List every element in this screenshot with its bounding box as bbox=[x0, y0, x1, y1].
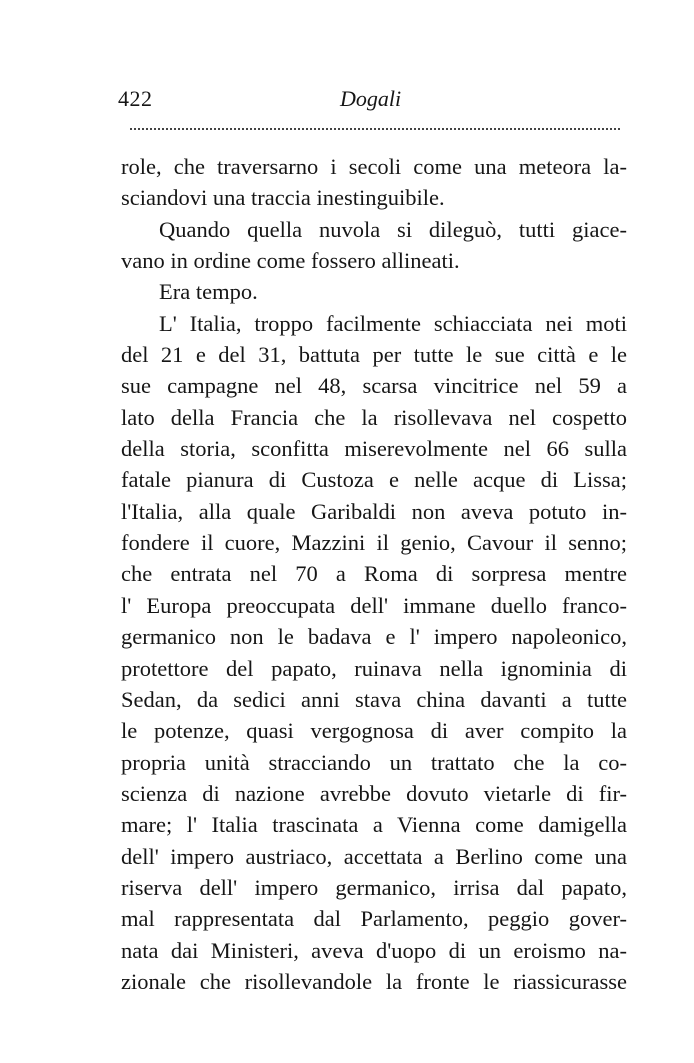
text-line: Quando quella nuvola si dileguò, tutti giace- bbox=[159, 216, 627, 242]
body-text bbox=[121, 151, 627, 997]
text-line: del 21 e del 31, battuta per tutte le sue città e le bbox=[121, 342, 627, 368]
text-line: Sedan, da sedici anni stava china davanti a tutte bbox=[121, 686, 627, 712]
text-line: Era tempo. bbox=[159, 279, 258, 305]
text-line: dell' impero austriaco, accettata a Berlino come una bbox=[121, 843, 627, 869]
text-line: nata dai Ministeri, aveva d'uopo di un eroismo na- bbox=[121, 937, 627, 963]
text-line: sue campagne nel 48, scarsa vincitrice nel 59 a bbox=[121, 373, 627, 399]
page-header bbox=[118, 84, 624, 118]
text-line: L' Italia, troppo facilmente schiacciata nei moti bbox=[159, 310, 627, 336]
text-line: scienza di nazione avrebbe dovuto vietarle di fir- bbox=[121, 780, 627, 806]
text-line: lato della Francia che la risollevava nel cospetto bbox=[121, 404, 627, 430]
text-line: mal rappresentata dal Parlamento, peggio gover- bbox=[121, 906, 627, 932]
text-line: propria unità stracciando un trattato che la co- bbox=[121, 749, 627, 775]
text-line: mare; l' Italia trascinata a Vienna come damigella bbox=[121, 812, 627, 838]
text-line: riserva dell' impero germanico, irrisa dal papato, bbox=[121, 874, 627, 900]
text-line: fatale pianura di Custoza e nelle acque di Lissa; bbox=[121, 467, 627, 493]
running-title: Dogali bbox=[340, 86, 402, 111]
text-line: che entrata nel 70 a Roma di sorpresa mentre bbox=[121, 561, 627, 587]
text-line: germanico non le badava e l' impero napoleonico, bbox=[121, 624, 627, 650]
text-line: fondere il cuore, Mazzini il genio, Cavour il senno; bbox=[121, 530, 627, 556]
text-line: della storia, sconfitta miserevolmente nel 66 sulla bbox=[121, 436, 627, 462]
text-line: sciandovi una traccia inestinguibile. bbox=[121, 185, 445, 211]
text-line: role, che traversarno i secoli come una meteora la- bbox=[121, 154, 627, 179]
text-line: protettore del papato, ruinava nella ignominia di bbox=[121, 655, 627, 681]
header-dotted-rule bbox=[130, 128, 620, 130]
page-number: 422 bbox=[118, 86, 153, 111]
text-line: l'Italia, alla quale Garibaldi non aveva potuto in- bbox=[121, 498, 627, 524]
text-line: zionale che risollevandole la fronte le riassicurasse bbox=[121, 968, 627, 994]
text-line: l' Europa preoccupata dell' immane duello franco- bbox=[121, 592, 627, 618]
text-line: vano in ordine come fossero allineati. bbox=[121, 248, 460, 274]
text-line: le potenze, quasi vergognosa di aver compito la bbox=[121, 718, 627, 744]
